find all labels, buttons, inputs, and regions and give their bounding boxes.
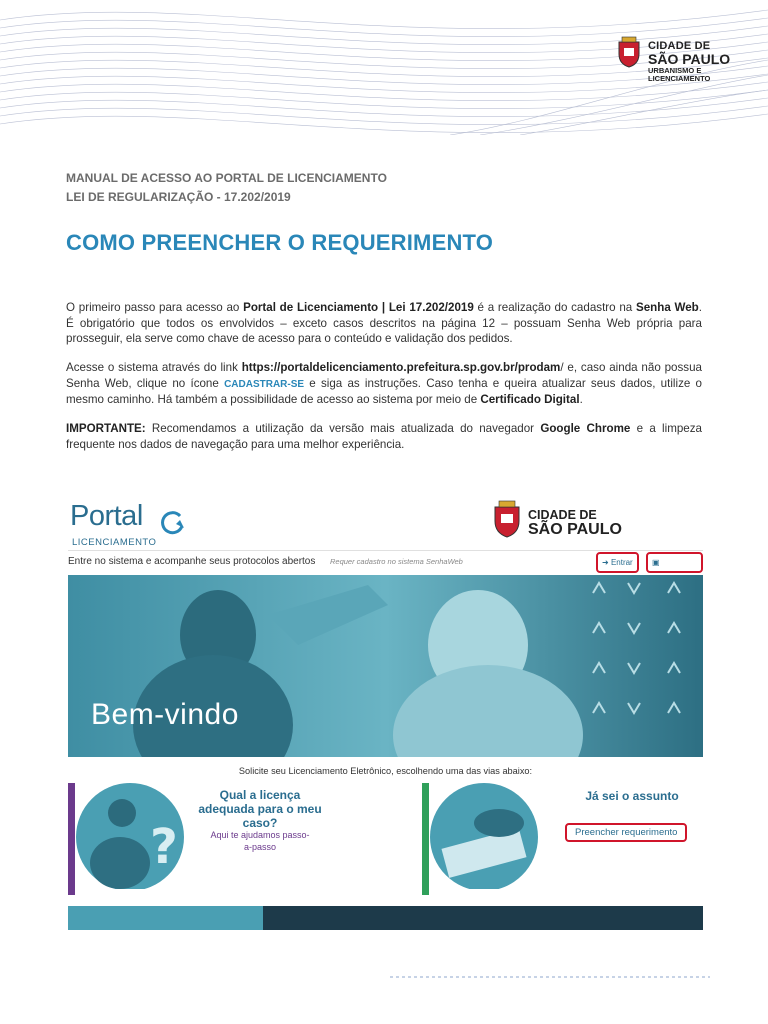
card-help-photo xyxy=(70,783,188,889)
nav-text: Entre no sistema e acompanhe seus protocolos abertos xyxy=(68,556,316,567)
sp-logo: CIDADE DE SÃO PAULO xyxy=(492,500,632,540)
manual-title: MANUAL DE ACESSO AO PORTAL DE LICENCIAMENTO xyxy=(66,171,387,185)
card-know-title: Já sei o assunto xyxy=(585,789,679,803)
portal-nav xyxy=(68,550,703,573)
card-help-link[interactable]: Aqui te ajudamos passo-a-passo xyxy=(210,830,310,852)
cadastrar-button[interactable]: ▣ xyxy=(646,552,703,573)
section-title: COMO PREENCHER O REQUERIMENTO xyxy=(66,230,494,255)
hero-banner xyxy=(68,575,703,757)
cidade-sao-paulo-logo xyxy=(616,34,736,86)
paragraph-important: IMPORTANTE: Recomendamos a utilização da versão mais atualizada do navegador Google Chrome e a limpeza frequente nos dados de navegação para uma melhor experiência. xyxy=(66,422,702,451)
law-title: LEI DE REGULARIZAÇÃO - 17.202/2019 xyxy=(66,190,291,204)
card-know-subject xyxy=(422,783,703,895)
coat-of-arms-icon xyxy=(616,36,642,68)
decorative-dots xyxy=(390,976,710,978)
fill-request-button[interactable]: Preencher requerimento xyxy=(565,823,687,842)
portal-link[interactable]: https://portaldelicenciamento.prefeitura.sp.gov.br/prodam xyxy=(241,361,561,374)
entrar-button[interactable]: ➜ Entrar xyxy=(596,552,639,573)
portal-swirl-icon xyxy=(158,508,186,536)
coat-of-arms-icon xyxy=(492,500,522,538)
cadastrar-inline: CADASTRAR-SE xyxy=(224,378,305,390)
portal-screenshot xyxy=(68,488,703,933)
paragraph-access: Acesse o sistema através do link https://portaldelicenciamento.prefeitura.sp.gov.br/prodam/ e, caso ainda não possua Senha Web, clique no ícone CADASTRAR-SE e siga as instruções. Caso tenha e queira atualizar seus dados, utilize o mesmo caminho. Há também a possibilidade de acesso ao sistema por meio de Certificado Digital. xyxy=(66,361,702,406)
svg-text:?: ? xyxy=(150,819,178,875)
card-keyboard-photo xyxy=(424,783,542,889)
nav-subtext: Requer cadastro no sistema SenhaWeb xyxy=(330,557,463,566)
logo-line-3: URBANISMO E LICENCIAMENTO xyxy=(648,66,711,83)
portal-logo: Portal LICENCIAMENTO xyxy=(70,500,143,533)
card-help-title: Qual a licença adequada para o meu caso? xyxy=(198,788,322,830)
portal-footer-bar xyxy=(68,906,703,930)
hero-welcome-text: Bem-vindo xyxy=(91,698,239,731)
choose-path-text: Solicite seu Licenciamento Eletrônico, escolhendo uma das vias abaixo: xyxy=(238,766,533,776)
card-help xyxy=(68,783,378,895)
paragraph-intro: O primeiro passo para acesso ao Portal de Licenciamento | Lei 17.202/2019 é a realização do cadastro na Senha Web. É obrigatório que todos os envolvidos – exceto casos descritos na página 12 – possuam Senha Web própria para prosseguir, ela serve como chave de acesso para o conteúdo e validação dos pedidos. xyxy=(66,301,702,345)
document-header xyxy=(66,169,387,207)
logo-line-1: CIDADE DE xyxy=(648,40,711,52)
logo-line-2: SÃO PAULO xyxy=(648,51,731,67)
